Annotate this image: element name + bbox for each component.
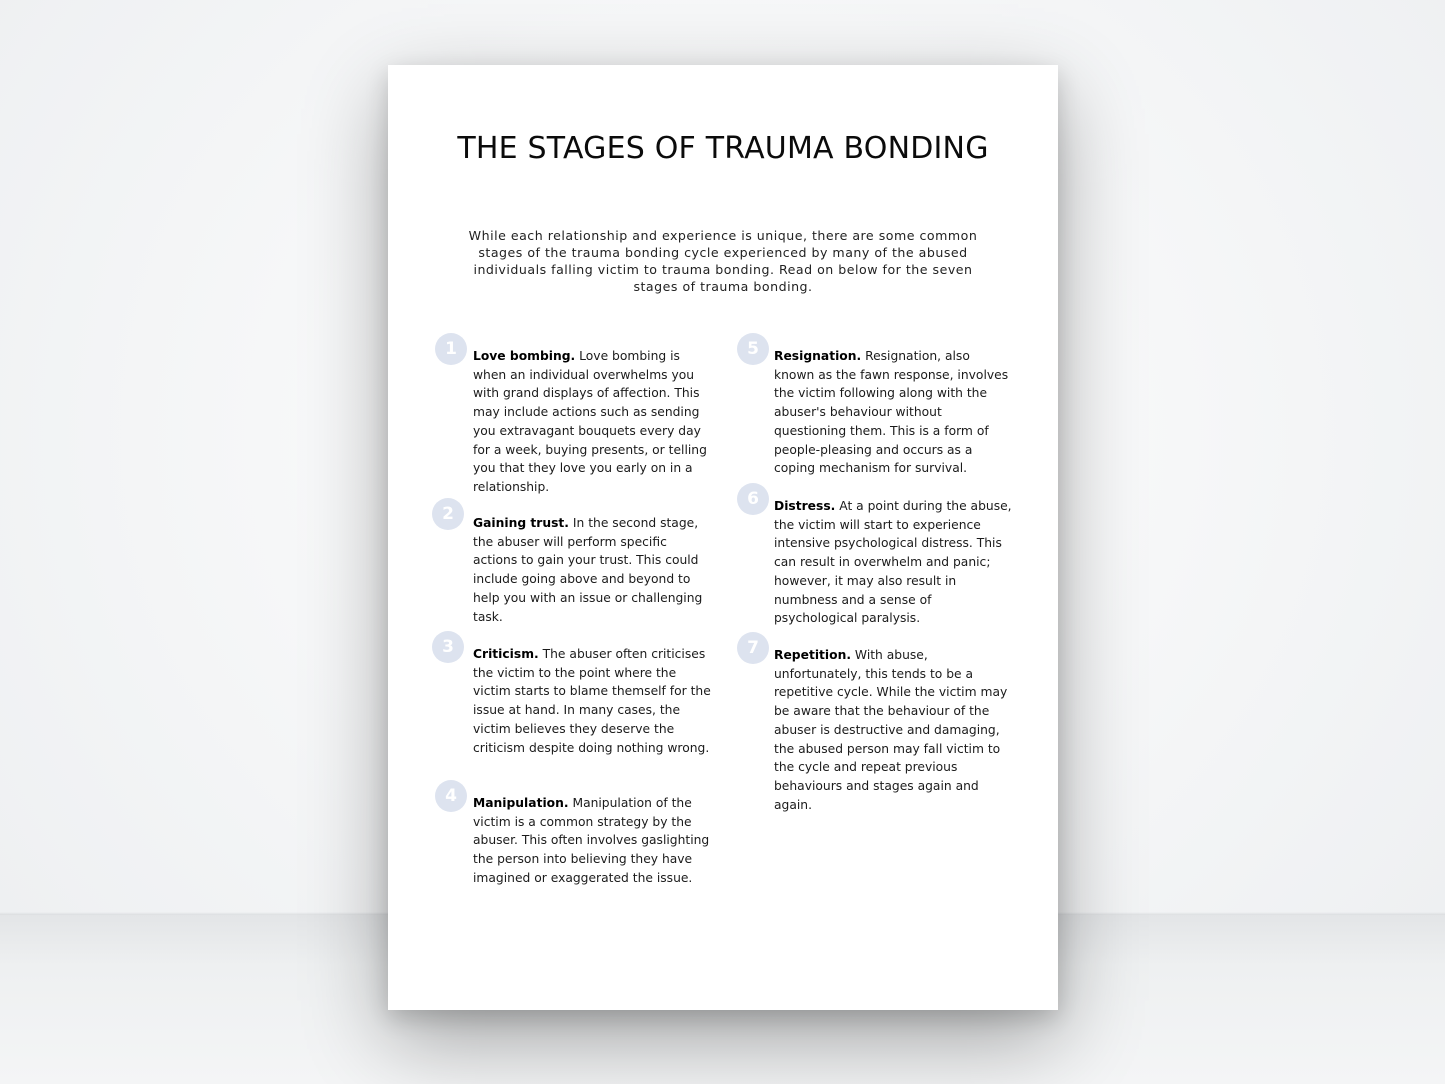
stage-heading: Resignation. bbox=[774, 349, 862, 363]
stage-heading: Love bombing. bbox=[473, 349, 576, 363]
stage-item bbox=[445, 339, 713, 497]
stage-number-badge: 3 bbox=[432, 631, 464, 663]
stage-body: Resignation, also known as the fawn response, involves the victim following along with the abuser's behaviour without questioning them. This is a form of people-pleasing and occurs as a coping mechanism for survival. bbox=[774, 349, 1009, 476]
stage-body: Love bombing is when an individual overwhelms you with grand displays of affection. This may include actions such as sending you extravagant bouquets every day for a week, buying presents, or telling you that they love you early on in a relationship. bbox=[473, 349, 707, 494]
stage-body: With abuse, unfortunately, this tends to be a repetitive cycle. While the victim may be aware that the behaviour of the abuser is destructive and damaging, the abused person may fall victim to the cycle and repeat previous behaviours and stages again and again. bbox=[774, 648, 1008, 812]
stage-heading: Gaining trust. bbox=[473, 516, 569, 530]
stage-heading: Criticism. bbox=[473, 647, 539, 661]
stage-text bbox=[473, 514, 713, 626]
stage-number-badge: 2 bbox=[432, 498, 464, 530]
stage-text bbox=[774, 646, 1014, 814]
stage-body: In the second stage, the abuser will perform specific actions to gain your trust. This could include going above and beyond to help you with an issue or challenging task. bbox=[473, 516, 703, 624]
stage-text bbox=[774, 347, 1014, 478]
stage-text bbox=[473, 645, 713, 757]
stage-heading: Repetition. bbox=[774, 648, 852, 662]
stage-number-badge: 4 bbox=[435, 780, 467, 812]
stage-heading: Distress. bbox=[774, 499, 836, 513]
stage-body: The abuser often criticises the victim to the point where the victim starts to blame themself for the issue at hand. In many cases, the victim believes they deserve the criticism despite doing nothing wrong. bbox=[473, 647, 711, 755]
stage-number-badge: 7 bbox=[737, 632, 769, 664]
stage-number-badge: 5 bbox=[737, 333, 769, 365]
stage-item bbox=[445, 786, 713, 888]
stage-item bbox=[747, 638, 1014, 814]
page-title: THE STAGES OF TRAUMA BONDING bbox=[457, 131, 989, 166]
stage-item bbox=[747, 489, 1014, 628]
stage-item bbox=[442, 504, 713, 626]
stage-body: At a point during the abuse, the victim will start to experience intensive psychological distress. This can result in overwhelm and panic; however, it may also result in numbness and a sense of psychological paralysis. bbox=[774, 499, 1012, 626]
stage-number-badge: 6 bbox=[737, 483, 769, 515]
stage-item bbox=[747, 339, 1014, 478]
stage-text bbox=[473, 794, 713, 888]
stage-body: Manipulation of the victim is a common strategy by the abuser. This often involves gaslighting the person into believing they have imagined or exaggerated the issue. bbox=[473, 796, 710, 885]
intro-paragraph: While each relationship and experience is unique, there are some common stages of the trauma bonding cycle experienced by many of the abused individuals falling victim to trauma bonding. Read on below for the seven stages of trauma bonding. bbox=[468, 228, 978, 294]
document-page bbox=[388, 65, 1058, 1010]
stage-text bbox=[774, 497, 1014, 628]
stage-heading: Manipulation. bbox=[473, 796, 569, 810]
stage-number-badge: 1 bbox=[435, 333, 467, 365]
stage-item bbox=[442, 637, 713, 757]
stage-text bbox=[473, 347, 713, 497]
